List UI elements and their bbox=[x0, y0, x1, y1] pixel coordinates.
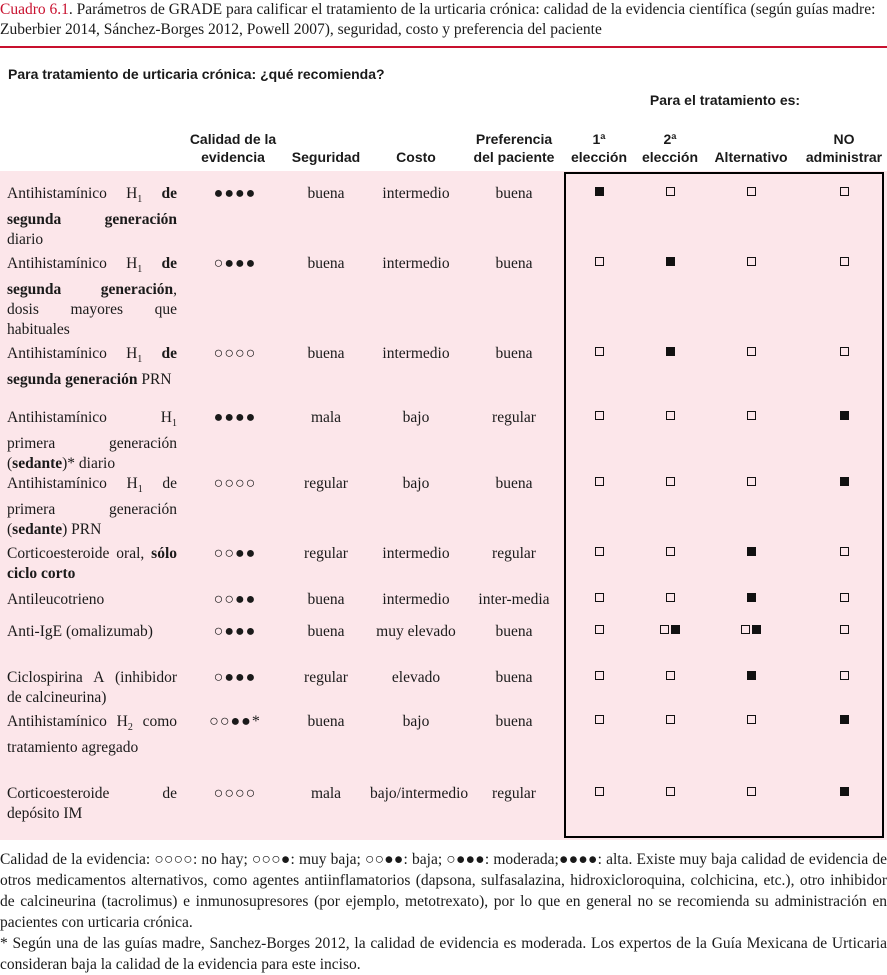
treatment-mark bbox=[802, 411, 886, 420]
drug-name: Corticoesteroide de depósito IM bbox=[7, 785, 177, 822]
table-question: Para tratamiento de urticaria crónica: ¿qué recomienda? bbox=[8, 66, 385, 82]
drug-name: Corticoesteroide oral, sólo ciclo corto bbox=[7, 545, 177, 582]
cell-costo: bajo bbox=[402, 713, 430, 730]
cell-preferencia: regular bbox=[492, 409, 536, 426]
treatment-mark bbox=[802, 593, 886, 602]
cell-seguridad: regular bbox=[304, 545, 348, 562]
treatment-mark bbox=[802, 671, 886, 680]
header-no-administrar: NO administrar bbox=[805, 131, 883, 165]
empty-square-icon bbox=[666, 187, 675, 196]
evidence-quality: ○●●● bbox=[213, 623, 257, 640]
cell-seguridad: regular bbox=[304, 475, 348, 492]
cell-costo: intermedio bbox=[382, 255, 450, 272]
treatment-mark bbox=[802, 625, 886, 634]
cell-costo: bajo bbox=[402, 475, 430, 492]
empty-square-icon bbox=[660, 625, 669, 634]
cell-costo: elevado bbox=[391, 669, 441, 686]
empty-square-icon bbox=[747, 787, 756, 796]
empty-square-icon bbox=[595, 411, 604, 420]
evidence-quality: ○○○○ bbox=[213, 785, 257, 802]
cell-costo: intermedio bbox=[382, 545, 450, 562]
evidence-quality: ○○○○ bbox=[213, 345, 257, 362]
empty-square-icon bbox=[747, 257, 756, 266]
cell-costo: intermedio bbox=[382, 185, 450, 202]
empty-square-icon bbox=[840, 671, 849, 680]
treatment-mark bbox=[566, 257, 632, 266]
treatment-mark bbox=[634, 671, 706, 680]
cell-seguridad: mala bbox=[310, 785, 342, 802]
cell-costo: bajo bbox=[402, 409, 430, 426]
empty-square-icon bbox=[595, 347, 604, 356]
treatment-mark bbox=[566, 411, 632, 420]
empty-square-icon bbox=[666, 477, 675, 486]
evidence-quality: ○●●● bbox=[213, 669, 257, 686]
cell-costo: muy elevado bbox=[376, 623, 456, 640]
treatment-mark bbox=[634, 547, 706, 556]
treatment-mark bbox=[566, 787, 632, 796]
cell-preferencia: buena bbox=[495, 255, 533, 272]
treatment-mark bbox=[634, 625, 706, 634]
treatment-mark bbox=[706, 715, 796, 724]
empty-square-icon bbox=[666, 787, 675, 796]
drug-name: Anti-IgE (omalizumab) bbox=[7, 623, 153, 640]
evidence-quality: ●●●● bbox=[213, 409, 257, 426]
empty-square-icon bbox=[747, 187, 756, 196]
empty-square-icon bbox=[747, 347, 756, 356]
empty-square-icon bbox=[840, 625, 849, 634]
treatment-mark bbox=[802, 787, 886, 796]
empty-square-icon bbox=[840, 593, 849, 602]
treatment-mark bbox=[634, 187, 706, 196]
treatment-mark bbox=[566, 625, 632, 634]
header-primera-eleccion: 1ª elección bbox=[570, 131, 628, 165]
treatment-mark bbox=[634, 347, 706, 356]
empty-square-icon bbox=[666, 715, 675, 724]
treatment-frame bbox=[564, 172, 884, 838]
drug-name: Antihistamínico $H_1$ de segunda generación diario bbox=[7, 185, 178, 249]
cell-preferencia: buena bbox=[495, 623, 533, 640]
filled-square-icon bbox=[747, 671, 756, 680]
filled-square-icon bbox=[752, 625, 761, 634]
drug-name: Antihistamínico $H_2$ como tratamiento agregado bbox=[7, 713, 178, 757]
drug-name: Antihistamínico $H_1$ primera generación (sedante)* diario bbox=[7, 409, 177, 473]
drug-name: Ciclospirina A (inhibidor de calcineurina) bbox=[7, 669, 177, 706]
drug-name: Antihistamínico $H_1$ de segunda generación, dosis mayores que habituales bbox=[7, 255, 178, 339]
cell-preferencia: buena bbox=[495, 345, 533, 362]
empty-square-icon bbox=[840, 187, 849, 196]
treatment-mark bbox=[802, 547, 886, 556]
treatment-mark bbox=[802, 715, 886, 724]
empty-square-icon bbox=[666, 593, 675, 602]
treatment-mark bbox=[634, 787, 706, 796]
empty-square-icon bbox=[840, 547, 849, 556]
treatment-mark bbox=[706, 187, 796, 196]
cell-preferencia: regular bbox=[492, 545, 536, 562]
evidence-quality: ○○●●* bbox=[209, 713, 261, 730]
filled-square-icon bbox=[666, 347, 675, 356]
evidence-quality: ●●●● bbox=[213, 185, 257, 202]
evidence-quality: ○○●● bbox=[213, 545, 257, 562]
cell-seguridad: buena bbox=[307, 591, 345, 608]
treatment-mark bbox=[566, 477, 632, 486]
empty-square-icon bbox=[840, 257, 849, 266]
footnote-quality: Calidad de la evidencia: ○○○○: no hay; ○○○●: muy baja; ○○●●: baja; ○●●●: moderada;●●●●: alta. Existe muy baja calidad de evidencia de otros medicamentos alternativos, como agentes antiinflamatorios (dapsona, sulfasalazina, hidroxicloroquina, colchicina, etc.), otro inhibidor de calcineurina (tacrolimus) e inmunosupresores (por ejemplo, metotrexato), por lo que en general no se recomienda su administración en pacientes con urticaria crónica. bbox=[0, 851, 887, 931]
treatment-mark bbox=[634, 593, 706, 602]
treatment-mark bbox=[634, 257, 706, 266]
empty-square-icon bbox=[747, 411, 756, 420]
evidence-quality: ○●●● bbox=[213, 255, 257, 272]
treatment-mark bbox=[706, 671, 796, 680]
caption-label: Cuadro 6.1 bbox=[0, 1, 69, 18]
evidence-quality: ○○○○ bbox=[213, 475, 257, 492]
cell-preferencia: buena bbox=[495, 713, 533, 730]
empty-square-icon bbox=[666, 671, 675, 680]
caption-text: . Parámetros de GRADE para calificar el tratamiento de la urticaria crónica: calidad de la evidencia científica (según guías madre: Zuberbier 2014, Sánchez-Borges 2012, Powell 2007), seguridad, costo y preferencia del paciente bbox=[0, 1, 876, 38]
treatment-mark bbox=[706, 347, 796, 356]
cell-seguridad: buena bbox=[307, 623, 345, 640]
header-calidad: Calidad de la evidencia bbox=[189, 131, 277, 165]
empty-square-icon bbox=[747, 477, 756, 486]
filled-square-icon bbox=[666, 257, 675, 266]
treatment-mark bbox=[802, 347, 886, 356]
treatment-mark bbox=[706, 547, 796, 556]
cell-seguridad: mala bbox=[310, 409, 342, 426]
cell-costo: bajo/intermedio bbox=[370, 785, 469, 802]
treatment-mark bbox=[634, 715, 706, 724]
empty-square-icon bbox=[595, 257, 604, 266]
drug-name: Antileucotrieno bbox=[7, 591, 105, 608]
cell-seguridad: buena bbox=[307, 255, 345, 272]
treatment-mark bbox=[706, 411, 796, 420]
treatment-mark bbox=[802, 257, 886, 266]
footnote-asterisk: * Según una de las guías madre, Sanchez-Borges 2012, la calidad de evidencia es moderada. Los expertos de la Guía Mexicana de Urticaria consideran baja la calidad de la evidencia para este inciso. bbox=[0, 935, 887, 973]
treatment-mark bbox=[566, 671, 632, 680]
cell-costo: intermedio bbox=[382, 345, 450, 362]
table-caption bbox=[0, 0, 887, 40]
empty-square-icon bbox=[741, 625, 750, 634]
treatment-mark bbox=[706, 787, 796, 796]
treatment-mark bbox=[802, 187, 886, 196]
cell-seguridad: buena bbox=[307, 713, 345, 730]
treatment-mark bbox=[634, 411, 706, 420]
filled-square-icon bbox=[595, 187, 604, 196]
cell-preferencia: buena bbox=[495, 185, 533, 202]
filled-square-icon bbox=[840, 715, 849, 724]
caption-divider bbox=[0, 46, 887, 48]
treatment-mark bbox=[706, 625, 796, 634]
treatment-header: Para el tratamiento es: bbox=[649, 92, 801, 108]
cell-preferencia: buena bbox=[495, 475, 533, 492]
treatment-mark bbox=[706, 257, 796, 266]
empty-square-icon bbox=[595, 787, 604, 796]
treatment-mark bbox=[706, 593, 796, 602]
empty-square-icon bbox=[595, 625, 604, 634]
treatment-mark bbox=[566, 593, 632, 602]
empty-square-icon bbox=[595, 593, 604, 602]
header-alternativo: Alternativo bbox=[714, 149, 788, 165]
filled-square-icon bbox=[747, 547, 756, 556]
empty-square-icon bbox=[840, 347, 849, 356]
header-preferencia: Preferencia del paciente bbox=[473, 131, 555, 165]
empty-square-icon bbox=[595, 715, 604, 724]
cell-seguridad: buena bbox=[307, 345, 345, 362]
cell-seguridad: buena bbox=[307, 185, 345, 202]
treatment-mark bbox=[634, 477, 706, 486]
filled-square-icon bbox=[840, 411, 849, 420]
cell-preferencia: inter-media bbox=[478, 591, 550, 608]
empty-square-icon bbox=[747, 715, 756, 724]
cell-costo: intermedio bbox=[382, 591, 450, 608]
empty-square-icon bbox=[666, 547, 675, 556]
treatment-mark bbox=[566, 715, 632, 724]
empty-square-icon bbox=[595, 477, 604, 486]
filled-square-icon bbox=[840, 787, 849, 796]
treatment-mark bbox=[802, 477, 886, 486]
filled-square-icon bbox=[840, 477, 849, 486]
filled-square-icon bbox=[671, 625, 680, 634]
cell-preferencia: regular bbox=[492, 785, 536, 802]
treatment-mark bbox=[566, 547, 632, 556]
header-seguridad: Seguridad bbox=[291, 149, 361, 165]
empty-square-icon bbox=[595, 671, 604, 680]
header-segunda-eleccion: 2ª elección bbox=[641, 131, 699, 165]
drug-name: Antihistamínico $H_1$ de primera generación (sedante) PRN bbox=[7, 475, 177, 539]
evidence-quality: ○○●● bbox=[213, 591, 257, 608]
cell-seguridad: regular bbox=[304, 669, 348, 686]
header-costo: Costo bbox=[396, 149, 436, 165]
treatment-mark bbox=[566, 347, 632, 356]
treatment-mark bbox=[566, 187, 632, 196]
cell-preferencia: buena bbox=[495, 669, 533, 686]
empty-square-icon bbox=[595, 547, 604, 556]
filled-square-icon bbox=[747, 593, 756, 602]
empty-square-icon bbox=[666, 411, 675, 420]
treatment-mark bbox=[706, 477, 796, 486]
drug-name: Antihistamínico $H_1$ de segunda generación PRN bbox=[7, 345, 178, 389]
